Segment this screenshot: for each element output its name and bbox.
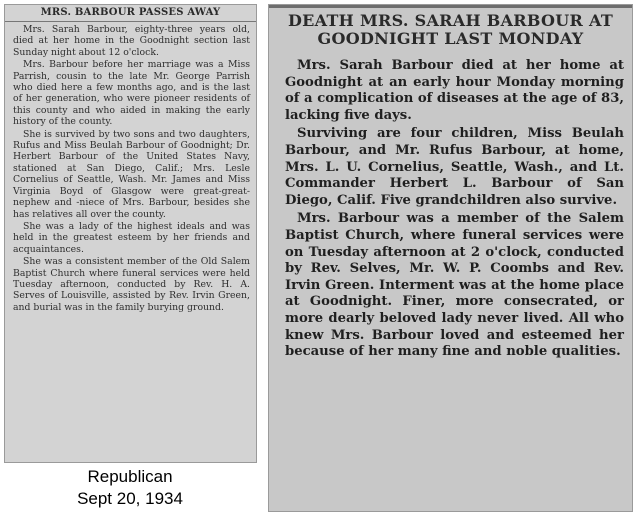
left-clipping-headline: MRS. BARBOUR PASSES AWAY <box>5 5 256 22</box>
left-paragraph-1: Mrs. Sarah Barbour, eighty-three years old, died at her home in the Goodnight section last Sunday night about 12 o'clock. <box>13 24 250 58</box>
left-paragraph-5: She was a consistent member of the Old Salem Baptist Church where funeral services were held Tuesday afternoon, conducted by Rev. H. A. Serves of Louisville, assisted by Rev. Irvin Green, and burial was in the family burying ground. <box>13 256 250 313</box>
caption-date: Sept 20, 1934 <box>77 489 183 508</box>
top-rule <box>269 5 632 8</box>
left-newspaper-clipping <box>4 4 257 463</box>
right-clipping-headline: DEATH MRS. SARAH BARBOUR AT GOODNIGHT LAST MONDAY <box>287 11 614 48</box>
caption-newspaper-name: Republican <box>87 467 173 486</box>
right-paragraph-1: Mrs. Sarah Barbour died at her home at Goodnight at an early hour Monday morning of a complication of diseases at the age of 83, lacking five days. <box>285 58 624 123</box>
left-clipping-body <box>5 22 256 313</box>
right-newspaper-clipping <box>268 4 633 512</box>
right-paragraph-3: Mrs. Barbour was a member of the Salem Baptist Church, where funeral services were on Tuesday afternoon at 2 o'clock, conducted by Rev. Selves, Mr. W. P. Coombs and Rev. Irvin Green. Interment was at the home place at Goodnight. Finer, more consecrated, or more dearly beloved lady never lived. All who knew Mrs. Barbour loved and esteemed her because of her many fine and noble qualities. <box>285 211 624 360</box>
left-paragraph-3: She is survived by two sons and two daughters, Rufus and Miss Beulah Barbour of Goodnight; Dr. Herbert Barbour of the United States Navy, stationed at San Diego, Calif.; Mrs. Lesle Cornelius of Seattle, Wash. Mr. James and Miss Virginia Boyd of Glasgow were great-great-nephew and -niece of Mrs. Barbour, besides she has relatives all over the county. <box>13 128 250 220</box>
left-paragraph-2: Mrs. Barbour before her marriage was a Miss Parrish, cousin to the late Mr. George Parrish who died here a few months ago, and is the last of her generation, who were pioneer residents of this county and who aided in making the early history of the county. <box>13 59 250 128</box>
left-paragraph-4: She was a lady of the highest ideals and was held in the greatest esteem by her friends and acquaintances. <box>13 220 250 255</box>
right-clipping-body <box>269 54 632 361</box>
right-paragraph-2: Surviving are four children, Miss Beulah Barbour, and Mr. Rufus Barbour, at home, Mrs. L. U. Cornelius, Seattle, Wash., and Lt. Commander Herbert L. Barbour of San Diego, Calif. Five grandchildren also survive. <box>285 126 624 208</box>
